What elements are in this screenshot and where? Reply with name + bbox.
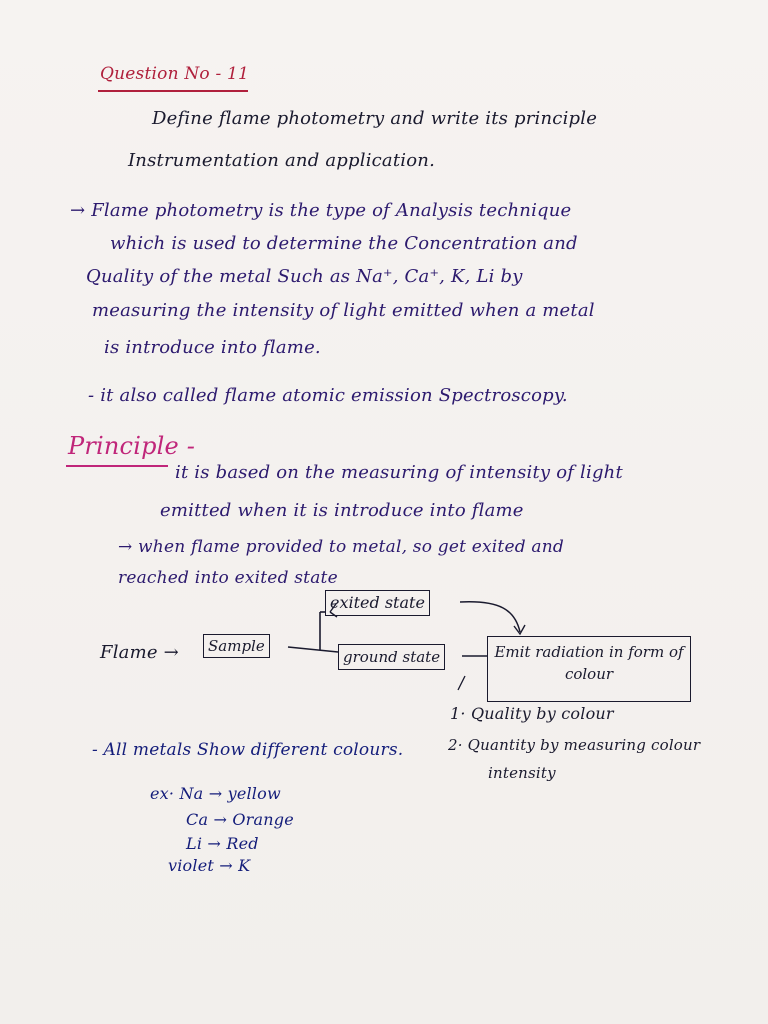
definition-line-5: is introduce into flame. [104, 337, 321, 358]
principle-heading: Principle - [68, 432, 196, 460]
definition-line-1: → Flame photometry is the type of Analysis technique [70, 200, 572, 221]
emit-branch-line [458, 676, 465, 690]
question-heading: Question No - 11 [100, 64, 250, 84]
principle-line-4: reached into exited state [118, 568, 338, 588]
definition-line-3: Quality of the metal Such as Na⁺, Ca⁺, K, Li by [86, 266, 523, 287]
principle-underline [66, 465, 168, 467]
principle-line-1: it is based on the measuring of intensity of light [175, 462, 623, 483]
all-metals-note: - All metals Show different colours. [92, 740, 404, 760]
question-line-2: Instrumentation and application. [128, 150, 436, 171]
excited-state-box: exited state [325, 590, 430, 616]
excited-to-emit-arrow [460, 602, 520, 632]
definition-line-6: - it also called flame atomic emission Spectroscopy. [88, 385, 568, 406]
principle-line-3: → when flame provided to metal, so get exited and [118, 537, 564, 557]
example-ca: Ca → Orange [186, 810, 294, 829]
quantity-note: 2· Quantity by measuring colour [448, 736, 701, 754]
question-underline [98, 90, 248, 92]
example-li: Li → Red [186, 834, 259, 853]
ground-state-box: ground state [338, 644, 445, 670]
principle-line-2: emitted when it is introduce into flame [160, 500, 524, 521]
sample-box: Sample [203, 634, 270, 658]
sample-to-ground-line [288, 647, 338, 652]
example-k: violet → K [168, 856, 251, 875]
definition-line-4: measuring the intensity of light emitted when a metal [92, 300, 595, 321]
quantity-note-cont: intensity [488, 764, 556, 782]
quality-note: 1· Quality by colour [450, 704, 614, 723]
emit-arrowhead [514, 625, 525, 634]
definition-line-2: which is used to determine the Concentration and [110, 233, 578, 254]
emit-radiation-box: Emit radiation in form of colour [487, 636, 691, 702]
example-na: ex· Na → yellow [150, 784, 281, 803]
question-line-1: Define flame photometry and write its principle [152, 108, 598, 129]
flame-label: Flame → [100, 642, 179, 663]
